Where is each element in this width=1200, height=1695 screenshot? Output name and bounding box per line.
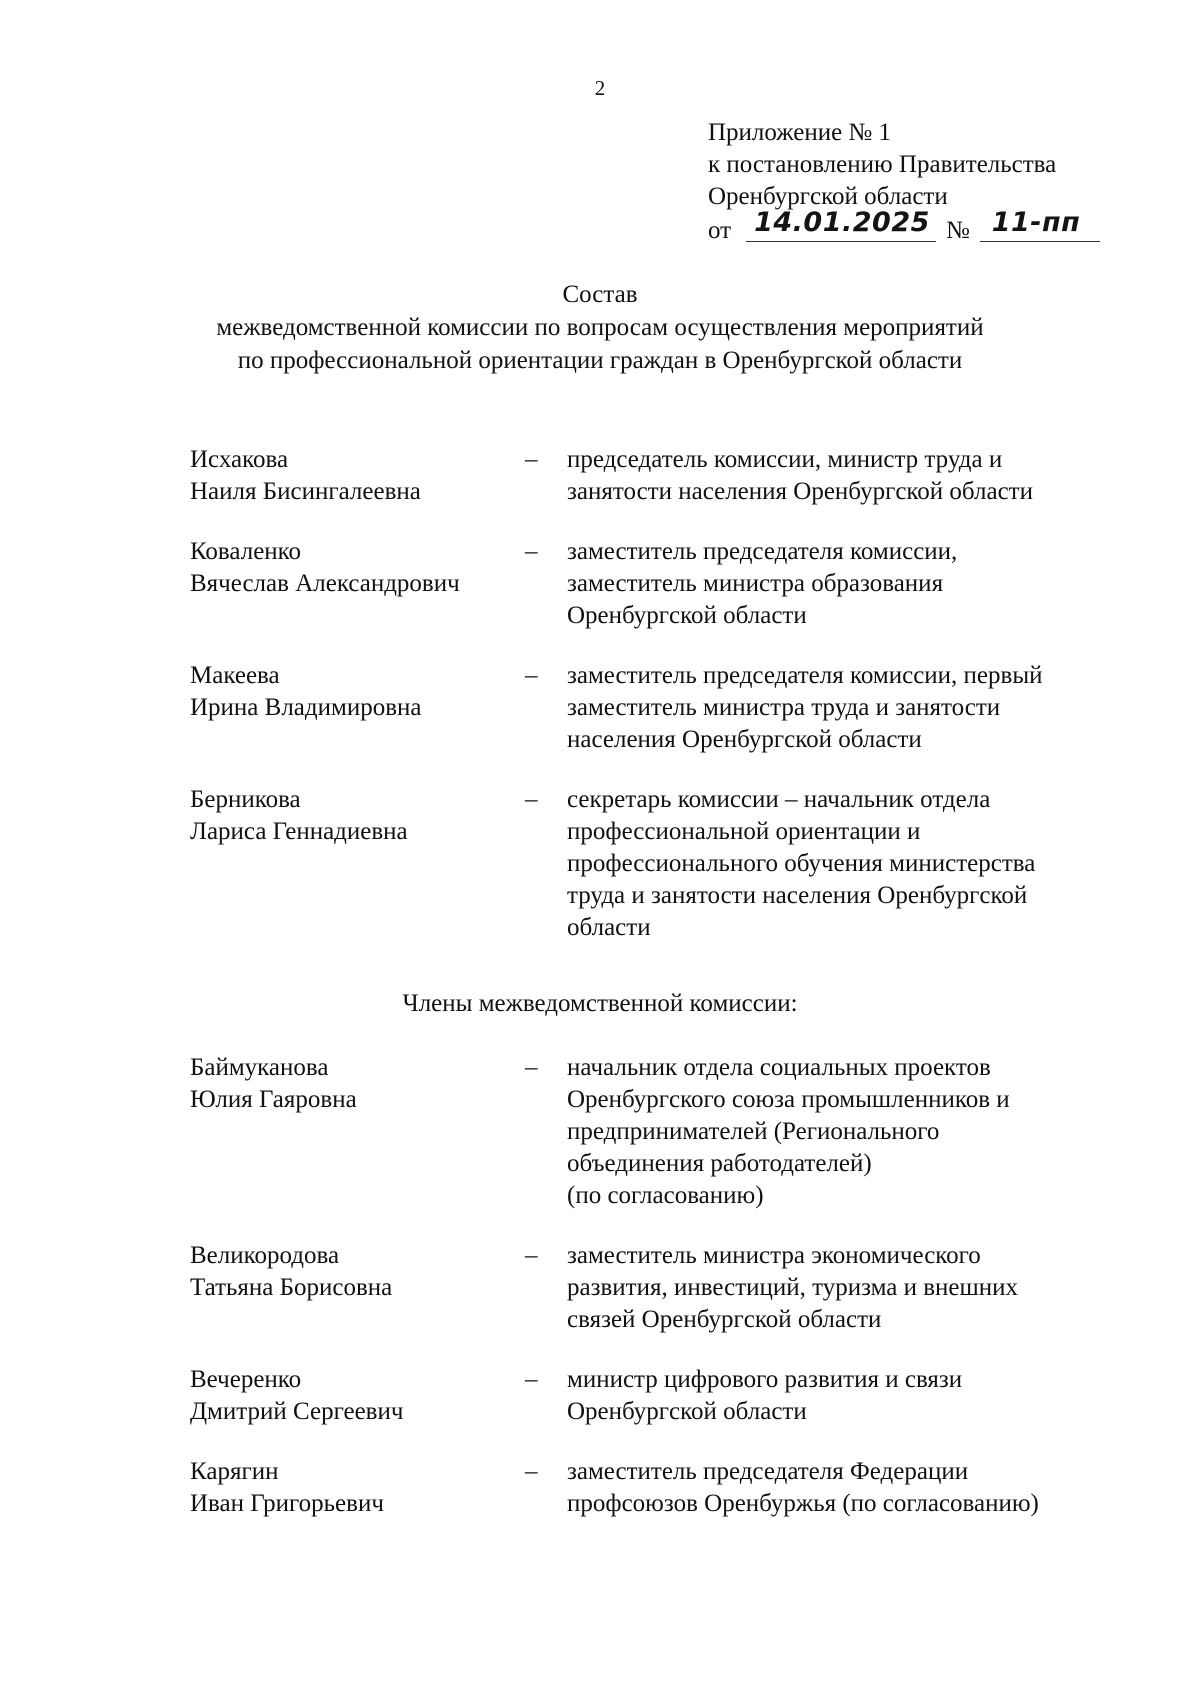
role-line: профессиональной ориентации и [567,818,921,845]
members-list [190,1052,1190,1548]
role-line: профсоюзов Оренбуржья (по согласованию) [567,1490,1039,1517]
person-surname: Макеева [190,662,280,689]
person-surname: Исхакова [190,446,289,473]
person-name [190,1456,525,1520]
appendix-date-number-row [708,207,1178,247]
person-name [190,660,525,756]
person-given-names: Лариса Геннадиевна [190,818,408,845]
title-line-2: межведомственной комиссии по вопросам осуществления мероприятий [216,314,984,341]
person-given-names: Иван Григорьевич [190,1490,384,1517]
role-line: председатель комиссии, министр труда и [567,446,1003,473]
leadership-list [190,444,1190,972]
person-given-names: Ирина Владимировна [190,694,422,721]
role-line: заместитель министра труда и занятости [567,694,1001,721]
role-line: Оренбургской области [567,1398,807,1425]
number-label: № [946,217,970,244]
title-line-1: Состав [562,281,638,308]
roster-entry [190,1052,1190,1212]
role-line: заместитель председателя Федерации [567,1458,969,1485]
appendix-region: Оренбургской области [708,183,948,210]
role-line: секретарь комиссии – начальник отдела [567,786,991,813]
person-role [567,660,1127,756]
roster-entry [190,1456,1190,1520]
person-given-names: Вячеслав Александрович [190,570,460,597]
person-role [567,536,1127,632]
person-surname: Берникова [190,786,301,813]
handwritten-number: 11-пп [991,207,1081,238]
role-line: министр цифрового развития и связи [567,1366,963,1393]
roster-entry [190,444,1190,508]
page-number: 2 [594,76,606,100]
appendix-header [708,117,1178,247]
person-role [567,1240,1127,1336]
separator-dash: – [525,662,538,689]
separator-dash: – [525,446,538,473]
separator-dash: – [525,1458,538,1485]
role-line: связей Оренбургской области [567,1306,882,1333]
appendix-reference: к постановлению Правительства [708,151,1057,178]
handwritten-date: 14.01.2025 [754,207,930,238]
role-line: профессионального обучения министерства [567,850,1036,877]
person-given-names: Юлия Гаяровна [190,1086,357,1113]
person-given-names: Наиля Бисингалеевна [190,478,421,505]
role-line: занятости населения Оренбургской области [567,478,1033,505]
person-surname: Карягин [190,1458,279,1485]
separator-dash: – [525,1242,538,1269]
person-name [190,1364,525,1428]
role-line: начальник отдела социальных проектов [567,1054,991,1081]
person-role [567,1052,1127,1212]
role-line: (по согласованию) [567,1182,764,1209]
separator-dash: – [525,786,538,813]
role-line: Оренбургской области [567,602,807,629]
role-line: труда и занятости населения Оренбургской [567,882,1028,909]
person-surname: Баймуканова [190,1054,329,1081]
roster-entry [190,1240,1190,1336]
person-surname: Великородова [190,1242,340,1269]
role-line: заместитель министра экономического [567,1242,981,1269]
person-name [190,784,525,944]
roster-entry [190,1364,1190,1428]
person-surname: Коваленко [190,538,302,565]
role-line: населения Оренбургской области [567,726,922,753]
person-name [190,444,525,508]
person-role [567,444,1127,508]
roster-entry [190,660,1190,756]
person-given-names: Татьяна Борисовна [190,1274,393,1301]
person-surname: Вечеренко [190,1366,302,1393]
number-underline [980,241,1100,242]
separator-dash: – [525,1054,538,1081]
person-name [190,536,525,632]
document-title [0,278,1200,377]
person-role [567,1456,1127,1520]
roster-entry [190,536,1190,632]
separator-dash: – [525,538,538,565]
members-heading: Члены межведомственной комиссии: [402,990,798,1017]
from-label: от [708,217,732,244]
role-line: развития, инвестиций, туризма и внешних [567,1274,1019,1301]
role-line: заместитель председателя комиссии, первый [567,662,1043,689]
person-name [190,1240,525,1336]
person-name [190,1052,525,1212]
role-line: области [567,914,651,941]
roster-entry [190,784,1190,944]
person-role [567,1364,1127,1428]
title-line-3: по профессиональной ориентации граждан в Оренбургской области [237,347,963,374]
role-line: Оренбургского союза промышленников и [567,1086,1010,1113]
date-underline [746,241,936,242]
role-line: предпринимателей (Регионального [567,1118,940,1145]
role-line: объединения работодателей) [567,1150,872,1177]
person-role [567,784,1127,944]
appendix-title: Приложение № 1 [708,119,892,146]
person-given-names: Дмитрий Сергеевич [190,1398,404,1425]
separator-dash: – [525,1366,538,1393]
role-line: заместитель председателя комиссии, [567,538,958,565]
role-line: заместитель министра образования [567,570,944,597]
